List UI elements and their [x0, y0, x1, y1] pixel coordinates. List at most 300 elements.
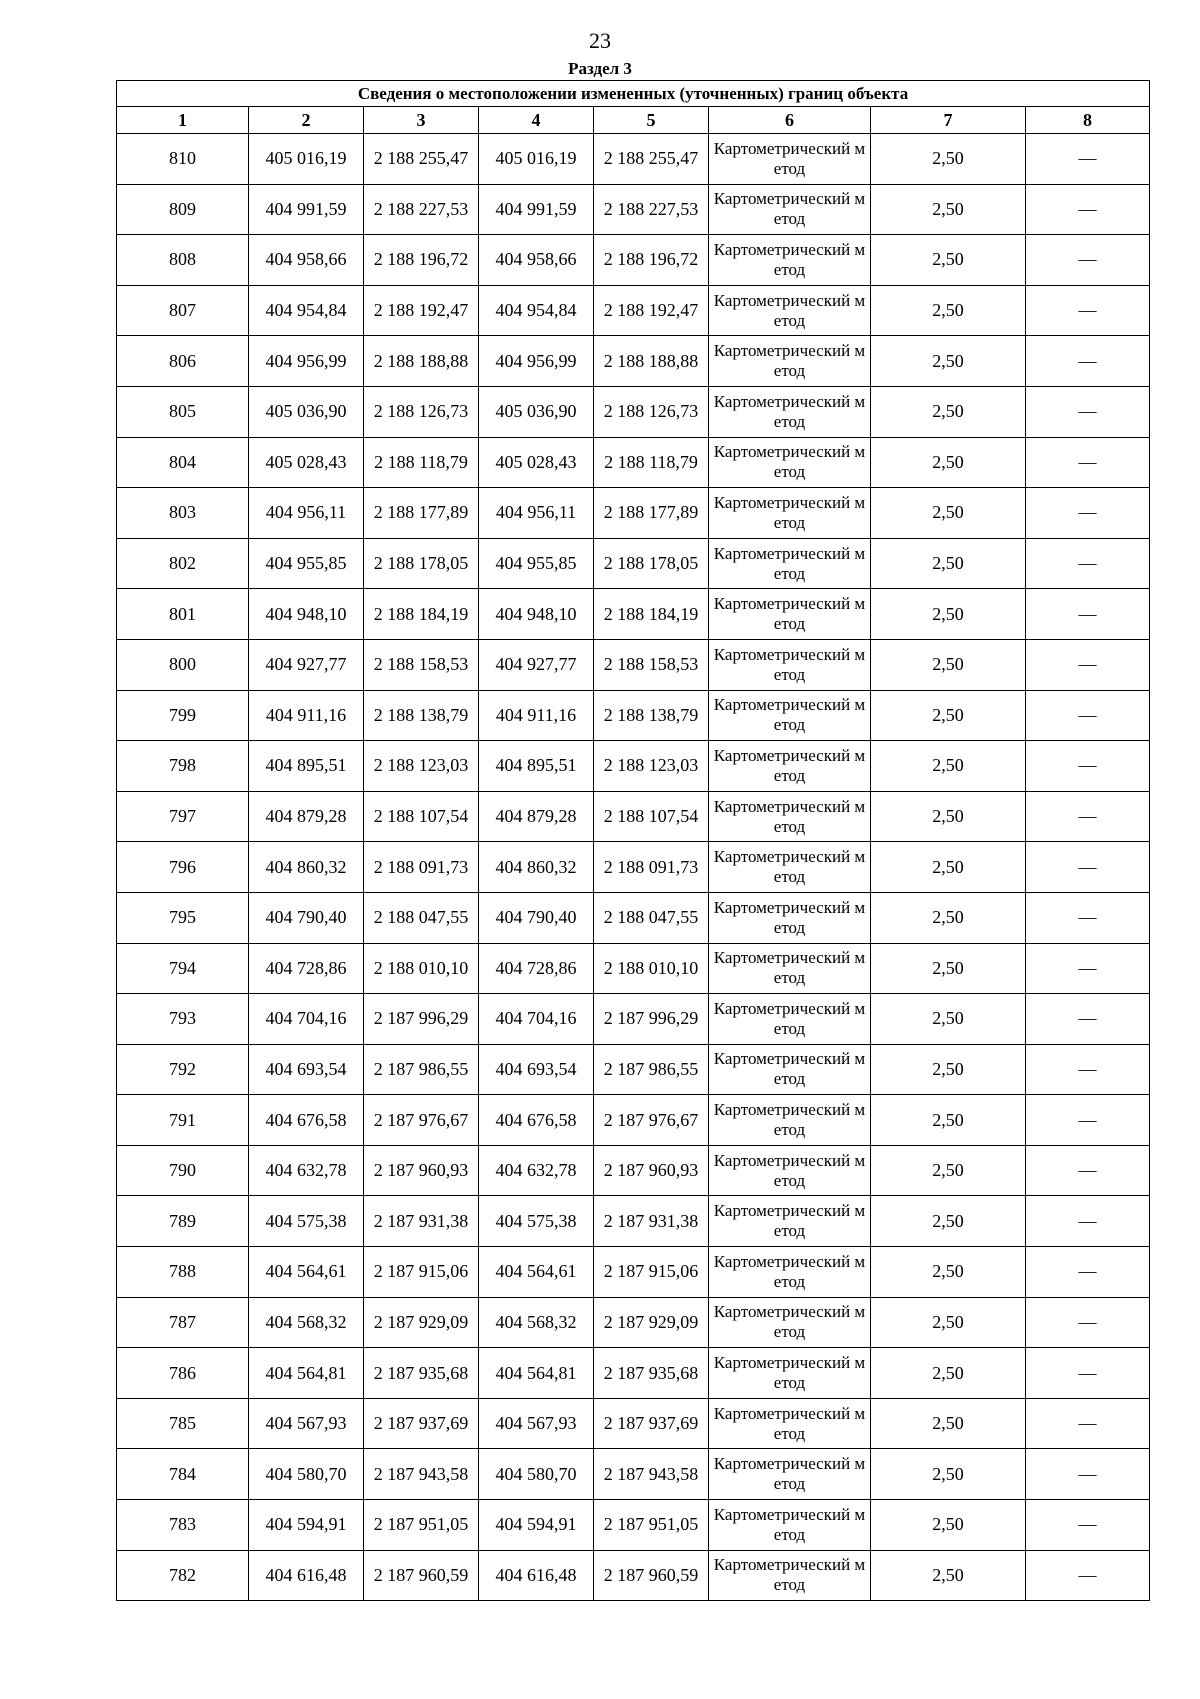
- point-number-cell: 805: [117, 386, 249, 437]
- section-title: Раздел 3: [568, 59, 632, 78]
- description-cell: —: [1026, 1196, 1150, 1247]
- table-row: [117, 488, 1150, 539]
- accuracy-cell: 2,50: [871, 538, 1026, 589]
- coord-y-cell: 2 187 960,93: [364, 1145, 479, 1196]
- coord-y-cell: 2 188 123,03: [364, 741, 479, 792]
- coord-x-cell: 404 948,10: [249, 589, 364, 640]
- column-header: 7: [871, 107, 1026, 134]
- method-cell: [709, 1095, 871, 1146]
- method-cell: [709, 1449, 871, 1500]
- table-row: [117, 134, 1150, 185]
- method-cell: [709, 892, 871, 943]
- method-cell: [709, 437, 871, 488]
- method-text: Картометрический метод: [713, 644, 866, 684]
- method-text: Картометрический метод: [713, 543, 866, 583]
- method-text: Картометрический метод: [713, 1403, 866, 1443]
- accuracy-cell: 2,50: [871, 1247, 1026, 1298]
- coord-x-cell: 404 676,58: [249, 1095, 364, 1146]
- coord-x-cell: 404 616,48: [249, 1550, 364, 1601]
- new-coord-x-cell: 405 036,90: [479, 386, 594, 437]
- description-cell: —: [1026, 943, 1150, 994]
- description-cell: —: [1026, 791, 1150, 842]
- method-cell: [709, 1196, 871, 1247]
- description-cell: —: [1026, 184, 1150, 235]
- table-row: [117, 1247, 1150, 1298]
- coord-x-cell: 404 956,11: [249, 488, 364, 539]
- new-coord-y-cell: 2 188 158,53: [594, 639, 709, 690]
- accuracy-cell: 2,50: [871, 1196, 1026, 1247]
- new-coord-y-cell: 2 188 138,79: [594, 690, 709, 741]
- coord-x-cell: 404 594,91: [249, 1500, 364, 1551]
- table-row: [117, 842, 1150, 893]
- table-row: [117, 589, 1150, 640]
- new-coord-y-cell: 2 187 943,58: [594, 1449, 709, 1500]
- accuracy-cell: 2,50: [871, 285, 1026, 336]
- new-coord-y-cell: 2 187 929,09: [594, 1297, 709, 1348]
- method-text: Картометрический метод: [713, 847, 866, 887]
- description-cell: —: [1026, 1145, 1150, 1196]
- accuracy-cell: 2,50: [871, 336, 1026, 387]
- accuracy-cell: 2,50: [871, 437, 1026, 488]
- new-coord-y-cell: 2 187 951,05: [594, 1500, 709, 1551]
- description-cell: —: [1026, 437, 1150, 488]
- method-text: Картометрический метод: [713, 492, 866, 532]
- coord-x-cell: 404 958,66: [249, 235, 364, 286]
- new-coord-y-cell: 2 187 996,29: [594, 994, 709, 1045]
- description-cell: —: [1026, 235, 1150, 286]
- description-cell: —: [1026, 1398, 1150, 1449]
- table-body: [117, 134, 1150, 1601]
- accuracy-cell: 2,50: [871, 639, 1026, 690]
- point-number-cell: 784: [117, 1449, 249, 1500]
- method-text: Картометрический метод: [713, 138, 866, 178]
- method-cell: [709, 1500, 871, 1551]
- table-row: [117, 1196, 1150, 1247]
- point-number-cell: 810: [117, 134, 249, 185]
- new-coord-x-cell: 405 016,19: [479, 134, 594, 185]
- new-coord-x-cell: 404 564,61: [479, 1247, 594, 1298]
- description-cell: —: [1026, 1297, 1150, 1348]
- coord-x-cell: 404 567,93: [249, 1398, 364, 1449]
- coord-y-cell: 2 187 996,29: [364, 994, 479, 1045]
- table-row: [117, 791, 1150, 842]
- new-coord-x-cell: 404 956,99: [479, 336, 594, 387]
- new-coord-y-cell: 2 188 118,79: [594, 437, 709, 488]
- coord-y-cell: 2 187 986,55: [364, 1044, 479, 1095]
- new-coord-y-cell: 2 188 192,47: [594, 285, 709, 336]
- coord-y-cell: 2 187 976,67: [364, 1095, 479, 1146]
- point-number-cell: 797: [117, 791, 249, 842]
- new-coord-y-cell: 2 187 986,55: [594, 1044, 709, 1095]
- column-header: 6: [709, 107, 871, 134]
- coord-x-cell: 405 016,19: [249, 134, 364, 185]
- method-cell: [709, 336, 871, 387]
- table-row: [117, 994, 1150, 1045]
- table-row: [117, 437, 1150, 488]
- description-cell: —: [1026, 538, 1150, 589]
- new-coord-y-cell: 2 188 255,47: [594, 134, 709, 185]
- method-text: Картометрический метод: [713, 341, 866, 381]
- table-row: [117, 943, 1150, 994]
- table-row: [117, 741, 1150, 792]
- accuracy-cell: 2,50: [871, 488, 1026, 539]
- point-number-cell: 783: [117, 1500, 249, 1551]
- coord-x-cell: 404 956,99: [249, 336, 364, 387]
- description-cell: —: [1026, 994, 1150, 1045]
- column-header: 2: [249, 107, 364, 134]
- coord-y-cell: 2 188 126,73: [364, 386, 479, 437]
- column-header: 8: [1026, 107, 1150, 134]
- method-text: Картометрический метод: [713, 796, 866, 836]
- coord-y-cell: 2 188 188,88: [364, 336, 479, 387]
- coord-x-cell: 404 693,54: [249, 1044, 364, 1095]
- coord-y-cell: 2 188 158,53: [364, 639, 479, 690]
- method-text: Картометрический метод: [713, 391, 866, 431]
- new-coord-x-cell: 404 693,54: [479, 1044, 594, 1095]
- table-row: [117, 538, 1150, 589]
- new-coord-y-cell: 2 188 047,55: [594, 892, 709, 943]
- coord-x-cell: 404 632,78: [249, 1145, 364, 1196]
- description-cell: —: [1026, 1449, 1150, 1500]
- coord-y-cell: 2 188 255,47: [364, 134, 479, 185]
- point-number-cell: 803: [117, 488, 249, 539]
- new-coord-y-cell: 2 188 010,10: [594, 943, 709, 994]
- accuracy-cell: 2,50: [871, 184, 1026, 235]
- new-coord-x-cell: 404 676,58: [479, 1095, 594, 1146]
- table-row: [117, 690, 1150, 741]
- coord-y-cell: 2 187 943,58: [364, 1449, 479, 1500]
- new-coord-x-cell: 404 564,81: [479, 1348, 594, 1399]
- coord-x-cell: 404 564,61: [249, 1247, 364, 1298]
- accuracy-cell: 2,50: [871, 1398, 1026, 1449]
- method-cell: [709, 639, 871, 690]
- table-row: [117, 1044, 1150, 1095]
- method-text: Картометрический метод: [713, 1201, 866, 1241]
- point-number-cell: 796: [117, 842, 249, 893]
- accuracy-cell: 2,50: [871, 1500, 1026, 1551]
- method-cell: [709, 285, 871, 336]
- new-coord-y-cell: 2 188 184,19: [594, 589, 709, 640]
- description-cell: —: [1026, 842, 1150, 893]
- new-coord-x-cell: 404 991,59: [479, 184, 594, 235]
- coord-x-cell: 404 991,59: [249, 184, 364, 235]
- new-coord-x-cell: 404 790,40: [479, 892, 594, 943]
- accuracy-cell: 2,50: [871, 589, 1026, 640]
- new-coord-y-cell: 2 188 177,89: [594, 488, 709, 539]
- new-coord-x-cell: 404 575,38: [479, 1196, 594, 1247]
- new-coord-x-cell: 404 895,51: [479, 741, 594, 792]
- accuracy-cell: 2,50: [871, 741, 1026, 792]
- description-cell: —: [1026, 1500, 1150, 1551]
- accuracy-cell: 2,50: [871, 842, 1026, 893]
- point-number-cell: 802: [117, 538, 249, 589]
- table-row: [117, 1550, 1150, 1601]
- new-coord-y-cell: 2 187 915,06: [594, 1247, 709, 1298]
- new-coord-y-cell: 2 187 937,69: [594, 1398, 709, 1449]
- accuracy-cell: 2,50: [871, 134, 1026, 185]
- coord-x-cell: 404 879,28: [249, 791, 364, 842]
- coord-y-cell: 2 188 184,19: [364, 589, 479, 640]
- accuracy-cell: 2,50: [871, 1449, 1026, 1500]
- new-coord-x-cell: 404 632,78: [479, 1145, 594, 1196]
- point-number-cell: 798: [117, 741, 249, 792]
- method-text: Картометрический метод: [713, 1150, 866, 1190]
- method-cell: [709, 690, 871, 741]
- description-cell: —: [1026, 285, 1150, 336]
- table-row: [117, 1095, 1150, 1146]
- method-text: Картометрический метод: [713, 1049, 866, 1089]
- new-coord-x-cell: 404 879,28: [479, 791, 594, 842]
- new-coord-y-cell: 2 187 960,93: [594, 1145, 709, 1196]
- coord-y-cell: 2 188 118,79: [364, 437, 479, 488]
- table-row: [117, 386, 1150, 437]
- new-coord-y-cell: 2 188 227,53: [594, 184, 709, 235]
- new-coord-y-cell: 2 188 126,73: [594, 386, 709, 437]
- description-cell: —: [1026, 741, 1150, 792]
- new-coord-x-cell: 404 567,93: [479, 1398, 594, 1449]
- point-number-cell: 806: [117, 336, 249, 387]
- new-coord-x-cell: 404 860,32: [479, 842, 594, 893]
- coord-x-cell: 404 728,86: [249, 943, 364, 994]
- new-coord-x-cell: 404 956,11: [479, 488, 594, 539]
- method-text: Картометрический метод: [713, 189, 866, 229]
- point-number-cell: 782: [117, 1550, 249, 1601]
- accuracy-cell: 2,50: [871, 1095, 1026, 1146]
- column-header: 3: [364, 107, 479, 134]
- new-coord-x-cell: 404 955,85: [479, 538, 594, 589]
- accuracy-cell: 2,50: [871, 235, 1026, 286]
- coord-x-cell: 404 927,77: [249, 639, 364, 690]
- accuracy-cell: 2,50: [871, 994, 1026, 1045]
- point-number-cell: 807: [117, 285, 249, 336]
- coord-x-cell: 404 580,70: [249, 1449, 364, 1500]
- accuracy-cell: 2,50: [871, 1348, 1026, 1399]
- page-number: 23: [589, 28, 611, 53]
- column-header: 5: [594, 107, 709, 134]
- new-coord-x-cell: 404 948,10: [479, 589, 594, 640]
- new-coord-x-cell: 404 954,84: [479, 285, 594, 336]
- coord-y-cell: 2 187 931,38: [364, 1196, 479, 1247]
- description-cell: —: [1026, 589, 1150, 640]
- new-coord-y-cell: 2 188 178,05: [594, 538, 709, 589]
- table-row: [117, 1449, 1150, 1500]
- method-text: Картометрический метод: [713, 998, 866, 1038]
- table-row: [117, 235, 1150, 286]
- new-coord-y-cell: 2 187 976,67: [594, 1095, 709, 1146]
- method-text: Картометрический метод: [713, 290, 866, 330]
- accuracy-cell: 2,50: [871, 943, 1026, 994]
- coord-y-cell: 2 187 935,68: [364, 1348, 479, 1399]
- description-cell: —: [1026, 1550, 1150, 1601]
- new-coord-x-cell: 404 568,32: [479, 1297, 594, 1348]
- method-text: Картометрический метод: [713, 745, 866, 785]
- coord-y-cell: 2 188 177,89: [364, 488, 479, 539]
- new-coord-x-cell: 404 704,16: [479, 994, 594, 1045]
- description-cell: —: [1026, 1247, 1150, 1298]
- point-number-cell: 794: [117, 943, 249, 994]
- new-coord-x-cell: 404 616,48: [479, 1550, 594, 1601]
- new-coord-x-cell: 404 594,91: [479, 1500, 594, 1551]
- coord-y-cell: 2 187 960,59: [364, 1550, 479, 1601]
- new-coord-x-cell: 404 927,77: [479, 639, 594, 690]
- table-caption: Сведения о местоположении измененных (уточненных) границ объекта: [117, 81, 1150, 107]
- method-cell: [709, 791, 871, 842]
- coord-y-cell: 2 188 047,55: [364, 892, 479, 943]
- table-row: [117, 184, 1150, 235]
- coord-x-cell: 404 955,85: [249, 538, 364, 589]
- coord-x-cell: 405 028,43: [249, 437, 364, 488]
- coord-y-cell: 2 188 196,72: [364, 235, 479, 286]
- point-number-cell: 793: [117, 994, 249, 1045]
- coord-y-cell: 2 187 951,05: [364, 1500, 479, 1551]
- coord-y-cell: 2 188 138,79: [364, 690, 479, 741]
- accuracy-cell: 2,50: [871, 690, 1026, 741]
- method-cell: [709, 1297, 871, 1348]
- coord-x-cell: 404 564,81: [249, 1348, 364, 1399]
- new-coord-y-cell: 2 188 091,73: [594, 842, 709, 893]
- new-coord-x-cell: 405 028,43: [479, 437, 594, 488]
- new-coord-y-cell: 2 188 188,88: [594, 336, 709, 387]
- point-number-cell: 799: [117, 690, 249, 741]
- method-text: Картометрический метод: [713, 1251, 866, 1291]
- point-number-cell: 785: [117, 1398, 249, 1449]
- method-cell: [709, 386, 871, 437]
- point-number-cell: 792: [117, 1044, 249, 1095]
- coord-y-cell: 2 188 227,53: [364, 184, 479, 235]
- method-cell: [709, 741, 871, 792]
- method-cell: [709, 1348, 871, 1399]
- method-text: Картометрический метод: [713, 695, 866, 735]
- coord-x-cell: 404 954,84: [249, 285, 364, 336]
- coord-x-cell: 404 568,32: [249, 1297, 364, 1348]
- method-text: Картометрический метод: [713, 1302, 866, 1342]
- table-row: [117, 1500, 1150, 1551]
- point-number-cell: 791: [117, 1095, 249, 1146]
- method-text: Картометрический метод: [713, 1504, 866, 1544]
- method-text: Картометрический метод: [713, 1100, 866, 1140]
- accuracy-cell: 2,50: [871, 1297, 1026, 1348]
- coord-y-cell: 2 188 178,05: [364, 538, 479, 589]
- method-cell: [709, 184, 871, 235]
- method-cell: [709, 1145, 871, 1196]
- method-cell: [709, 842, 871, 893]
- new-coord-y-cell: 2 188 123,03: [594, 741, 709, 792]
- description-cell: —: [1026, 336, 1150, 387]
- coord-y-cell: 2 187 929,09: [364, 1297, 479, 1348]
- method-text: Картометрический метод: [713, 594, 866, 634]
- coord-x-cell: 404 790,40: [249, 892, 364, 943]
- coord-x-cell: 405 036,90: [249, 386, 364, 437]
- column-header: 4: [479, 107, 594, 134]
- coord-x-cell: 404 575,38: [249, 1196, 364, 1247]
- method-text: Картометрический метод: [713, 897, 866, 937]
- new-coord-x-cell: 404 911,16: [479, 690, 594, 741]
- coord-y-cell: 2 188 091,73: [364, 842, 479, 893]
- description-cell: —: [1026, 386, 1150, 437]
- method-cell: [709, 1398, 871, 1449]
- description-cell: —: [1026, 1095, 1150, 1146]
- table-caption-row: [117, 81, 1150, 107]
- new-coord-x-cell: 404 580,70: [479, 1449, 594, 1500]
- new-coord-y-cell: 2 187 960,59: [594, 1550, 709, 1601]
- column-header: 1: [117, 107, 249, 134]
- coord-x-cell: 404 704,16: [249, 994, 364, 1045]
- new-coord-x-cell: 404 728,86: [479, 943, 594, 994]
- new-coord-y-cell: 2 188 196,72: [594, 235, 709, 286]
- method-text: Картометрический метод: [713, 1454, 866, 1494]
- point-number-cell: 787: [117, 1297, 249, 1348]
- point-number-cell: 804: [117, 437, 249, 488]
- table-row: [117, 1348, 1150, 1399]
- method-text: Картометрический метод: [713, 1353, 866, 1393]
- description-cell: —: [1026, 690, 1150, 741]
- coord-y-cell: 2 187 937,69: [364, 1398, 479, 1449]
- point-number-cell: 809: [117, 184, 249, 235]
- coord-y-cell: 2 187 915,06: [364, 1247, 479, 1298]
- description-cell: —: [1026, 1348, 1150, 1399]
- description-cell: —: [1026, 1044, 1150, 1095]
- point-number-cell: 808: [117, 235, 249, 286]
- description-cell: —: [1026, 134, 1150, 185]
- table-row: [117, 285, 1150, 336]
- method-cell: [709, 943, 871, 994]
- coord-x-cell: 404 895,51: [249, 741, 364, 792]
- new-coord-y-cell: 2 187 935,68: [594, 1348, 709, 1399]
- description-cell: —: [1026, 892, 1150, 943]
- accuracy-cell: 2,50: [871, 386, 1026, 437]
- coord-x-cell: 404 860,32: [249, 842, 364, 893]
- point-number-cell: 801: [117, 589, 249, 640]
- table-header-row: [117, 107, 1150, 134]
- accuracy-cell: 2,50: [871, 1550, 1026, 1601]
- coord-y-cell: 2 188 010,10: [364, 943, 479, 994]
- accuracy-cell: 2,50: [871, 791, 1026, 842]
- point-number-cell: 788: [117, 1247, 249, 1298]
- method-cell: [709, 994, 871, 1045]
- coordinates-table: [116, 80, 1150, 1601]
- method-cell: [709, 1247, 871, 1298]
- method-cell: [709, 538, 871, 589]
- table-row: [117, 1398, 1150, 1449]
- accuracy-cell: 2,50: [871, 1044, 1026, 1095]
- point-number-cell: 786: [117, 1348, 249, 1399]
- method-cell: [709, 1550, 871, 1601]
- method-text: Картометрический метод: [713, 948, 866, 988]
- description-cell: —: [1026, 488, 1150, 539]
- accuracy-cell: 2,50: [871, 1145, 1026, 1196]
- table-row: [117, 1145, 1150, 1196]
- method-text: Картометрический метод: [713, 442, 866, 482]
- coord-x-cell: 404 911,16: [249, 690, 364, 741]
- point-number-cell: 800: [117, 639, 249, 690]
- new-coord-y-cell: 2 187 931,38: [594, 1196, 709, 1247]
- table-row: [117, 639, 1150, 690]
- table-row: [117, 892, 1150, 943]
- method-cell: [709, 1044, 871, 1095]
- point-number-cell: 789: [117, 1196, 249, 1247]
- method-text: Картометрический метод: [713, 1555, 866, 1595]
- method-cell: [709, 589, 871, 640]
- point-number-cell: 790: [117, 1145, 249, 1196]
- point-number-cell: 795: [117, 892, 249, 943]
- method-cell: [709, 134, 871, 185]
- new-coord-x-cell: 404 958,66: [479, 235, 594, 286]
- table-row: [117, 336, 1150, 387]
- table-row: [117, 1297, 1150, 1348]
- method-text: Картометрический метод: [713, 239, 866, 279]
- coord-y-cell: 2 188 107,54: [364, 791, 479, 842]
- accuracy-cell: 2,50: [871, 892, 1026, 943]
